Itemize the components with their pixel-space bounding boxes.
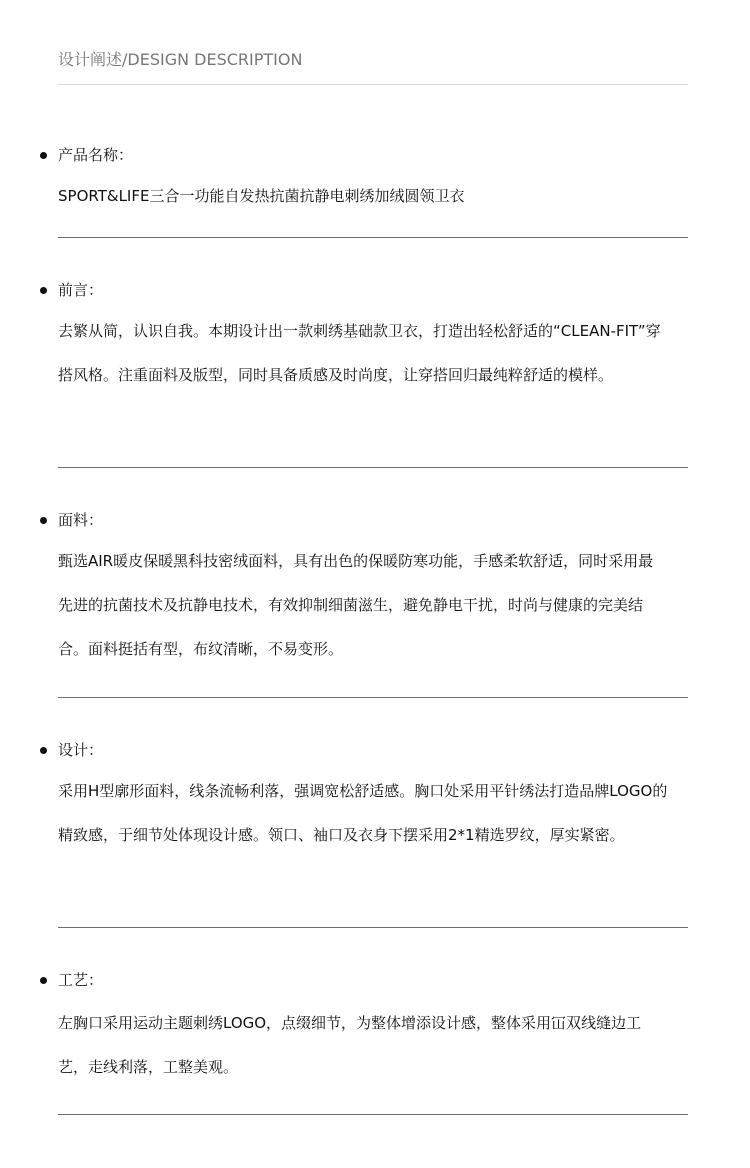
section-divider xyxy=(58,237,688,238)
bullet-icon xyxy=(40,517,47,524)
section-divider xyxy=(58,467,688,468)
section-title: 前言： xyxy=(58,281,104,299)
section-body: 去繁从简，认识自我。本期设计出一款刺绣基础款卫衣，打造出轻松舒适的“CLEAN-FIT”穿搭风格。注重面料及版型，同时具备质感及时尚度，让穿搭回归最纯粹舒适的模样。 xyxy=(58,322,661,384)
bullet-icon xyxy=(40,152,47,159)
section-heading xyxy=(40,968,103,992)
section-title: 面料： xyxy=(58,511,104,529)
section-divider xyxy=(58,1114,688,1115)
page-title: 设计阐述/DESIGN DESCRIPTION xyxy=(58,50,303,69)
section-divider xyxy=(58,697,688,698)
section-body: 采用H型廓形面料，线条流畅利落，强调宽松舒适感。胸口处采用平针绣法打造品牌LOGO的精致感，于细节处体现设计感。领口、袖口及衣身下摆采用2*1精选罗纹，厚实紧密。 xyxy=(58,782,668,844)
section-body: 左胸口采用运动主题刺绣LOGO，点缀细节，为整体增添设计感，整体采用冚双线缝边工艺，走线利落，工整美观。 xyxy=(58,1014,642,1076)
bullet-icon xyxy=(40,287,47,294)
section-heading xyxy=(40,143,133,167)
section-body: SPORT&LIFE三合一功能自发热抗菌抗静电刺绣加绒圆领卫衣 xyxy=(58,187,465,205)
section-title: 产品名称： xyxy=(58,146,134,164)
section-heading xyxy=(40,278,103,302)
section-title: 工艺： xyxy=(58,971,104,989)
section-heading xyxy=(40,508,103,532)
bullet-icon xyxy=(40,977,47,984)
section-divider xyxy=(58,927,688,928)
page-header xyxy=(58,48,688,85)
section-heading xyxy=(40,738,103,762)
section-title: 设计： xyxy=(58,741,104,759)
bullet-icon xyxy=(40,747,47,754)
section-body: 甄选AIR暖皮保暖黑科技密绒面料，具有出色的保暖防寒功能，手感柔软舒适，同时采用最先进的抗菌技术及抗静电技术，有效抑制细菌滋生，避免静电干扰，时尚与健康的完美结合。面料挺括有型，布纹清晰，不易变形。 xyxy=(58,552,654,658)
